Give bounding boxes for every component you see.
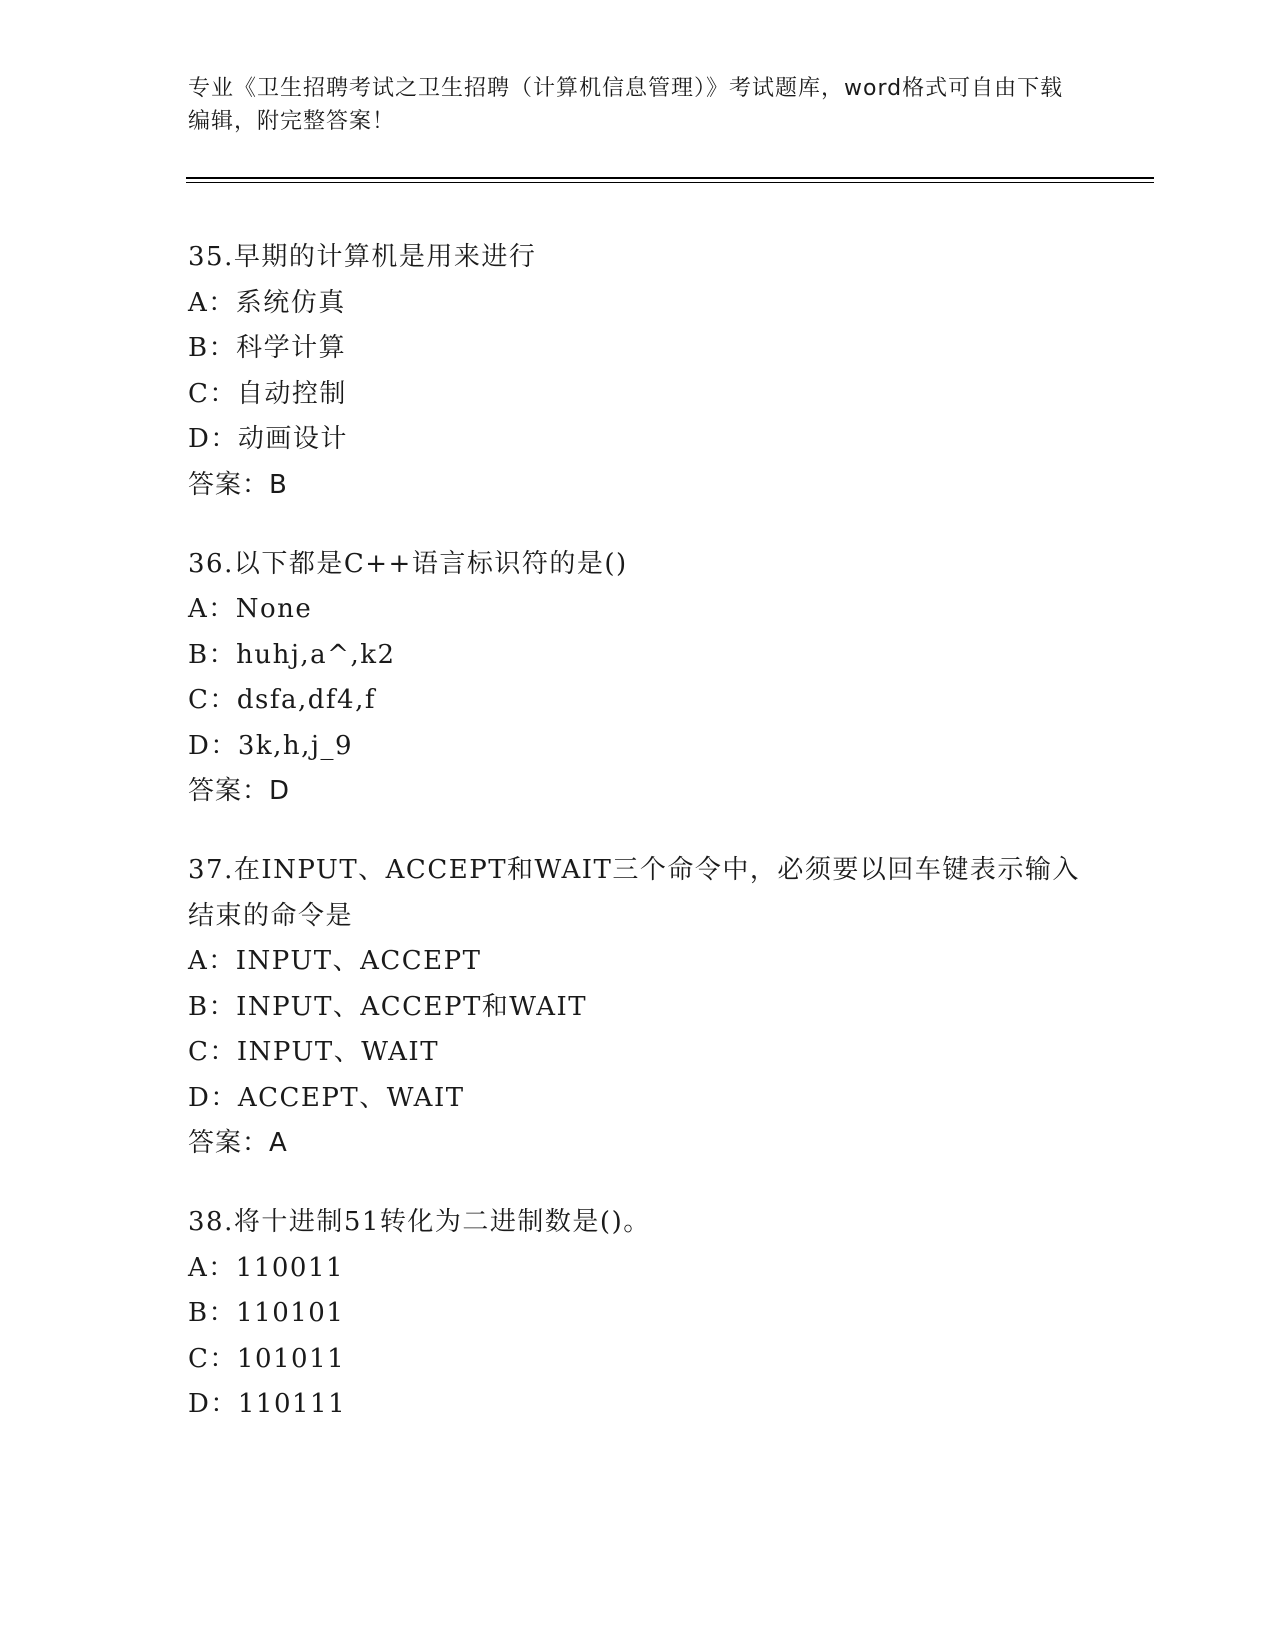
option-a xyxy=(188,281,1088,327)
option-text: 110011 xyxy=(235,1252,345,1283)
header-divider-thin xyxy=(186,182,1154,183)
question-37 xyxy=(188,848,1088,1166)
option-c xyxy=(188,1030,1088,1076)
answer-line: 答案：A xyxy=(188,1128,288,1158)
header-divider-thick xyxy=(186,177,1154,179)
option-key: D： xyxy=(188,730,238,761)
question-36 xyxy=(188,542,1088,815)
option-text: 系统仿真 xyxy=(235,287,346,318)
question-title: 36.以下都是C++语言标识符的是() xyxy=(188,548,628,579)
option-b xyxy=(188,633,1088,679)
option-text: 101011 xyxy=(236,1343,346,1374)
document-header: 专业《卫生招聘考试之卫生招聘（计算机信息管理）》考试题库，word格式可自由下载编辑，附完整答案！ xyxy=(188,76,1064,134)
option-text: huhj,a^,k2 xyxy=(236,639,396,670)
option-key: C： xyxy=(188,378,237,409)
option-a xyxy=(188,1246,1088,1292)
option-text: 110111 xyxy=(237,1389,347,1419)
option-c xyxy=(188,1337,1088,1383)
question-list xyxy=(188,235,1088,1462)
option-a xyxy=(188,939,1088,985)
option-d xyxy=(188,724,1088,770)
option-text: INPUT、ACCEPT xyxy=(235,946,482,976)
option-key: A： xyxy=(188,946,236,976)
option-c xyxy=(188,372,1088,418)
option-key: B： xyxy=(188,639,237,670)
answer-line: 答案：B xyxy=(188,469,288,500)
question-38 xyxy=(188,1200,1088,1428)
option-d xyxy=(188,417,1088,463)
option-b xyxy=(188,1291,1088,1337)
option-key: D： xyxy=(188,1389,238,1419)
option-key: A： xyxy=(188,594,236,624)
option-key: B： xyxy=(188,991,237,1022)
question-title: 37.在INPUT、ACCEPT和WAIT三个命令中，必须要以回车键表示输入结束的命令是 xyxy=(188,855,1080,931)
option-text: None xyxy=(235,594,313,624)
option-key: C： xyxy=(188,1343,237,1374)
option-a xyxy=(188,587,1088,633)
option-text: 科学计算 xyxy=(236,333,347,363)
question-title: 35.早期的计算机是用来进行 xyxy=(188,242,537,272)
question-title: 38.将十进制51转化为二进制数是()。 xyxy=(188,1207,651,1237)
option-key: C： xyxy=(188,685,237,715)
option-text: 动画设计 xyxy=(237,424,348,454)
option-text: 110101 xyxy=(236,1298,345,1328)
option-key: D： xyxy=(188,1082,238,1113)
option-d xyxy=(188,1076,1088,1122)
option-key: B： xyxy=(188,1298,237,1328)
question-35 xyxy=(188,235,1088,508)
option-text: ACCEPT、WAIT xyxy=(237,1082,465,1113)
option-text: INPUT、ACCEPT和WAIT xyxy=(236,991,588,1022)
option-text: dsfa,df4,f xyxy=(236,685,376,715)
option-b xyxy=(188,985,1088,1031)
answer-line: 答案：D xyxy=(188,776,291,806)
option-key: D： xyxy=(188,424,238,454)
option-text: 3k,h,j_9 xyxy=(237,730,354,761)
option-d xyxy=(188,1382,1088,1428)
option-key: A： xyxy=(188,1252,236,1283)
option-key: B： xyxy=(188,333,237,363)
option-key: C： xyxy=(188,1037,237,1067)
option-text: INPUT、WAIT xyxy=(236,1037,440,1067)
option-c xyxy=(188,678,1088,724)
option-key: A： xyxy=(188,287,236,318)
option-text: 自动控制 xyxy=(236,378,347,409)
option-b xyxy=(188,326,1088,372)
